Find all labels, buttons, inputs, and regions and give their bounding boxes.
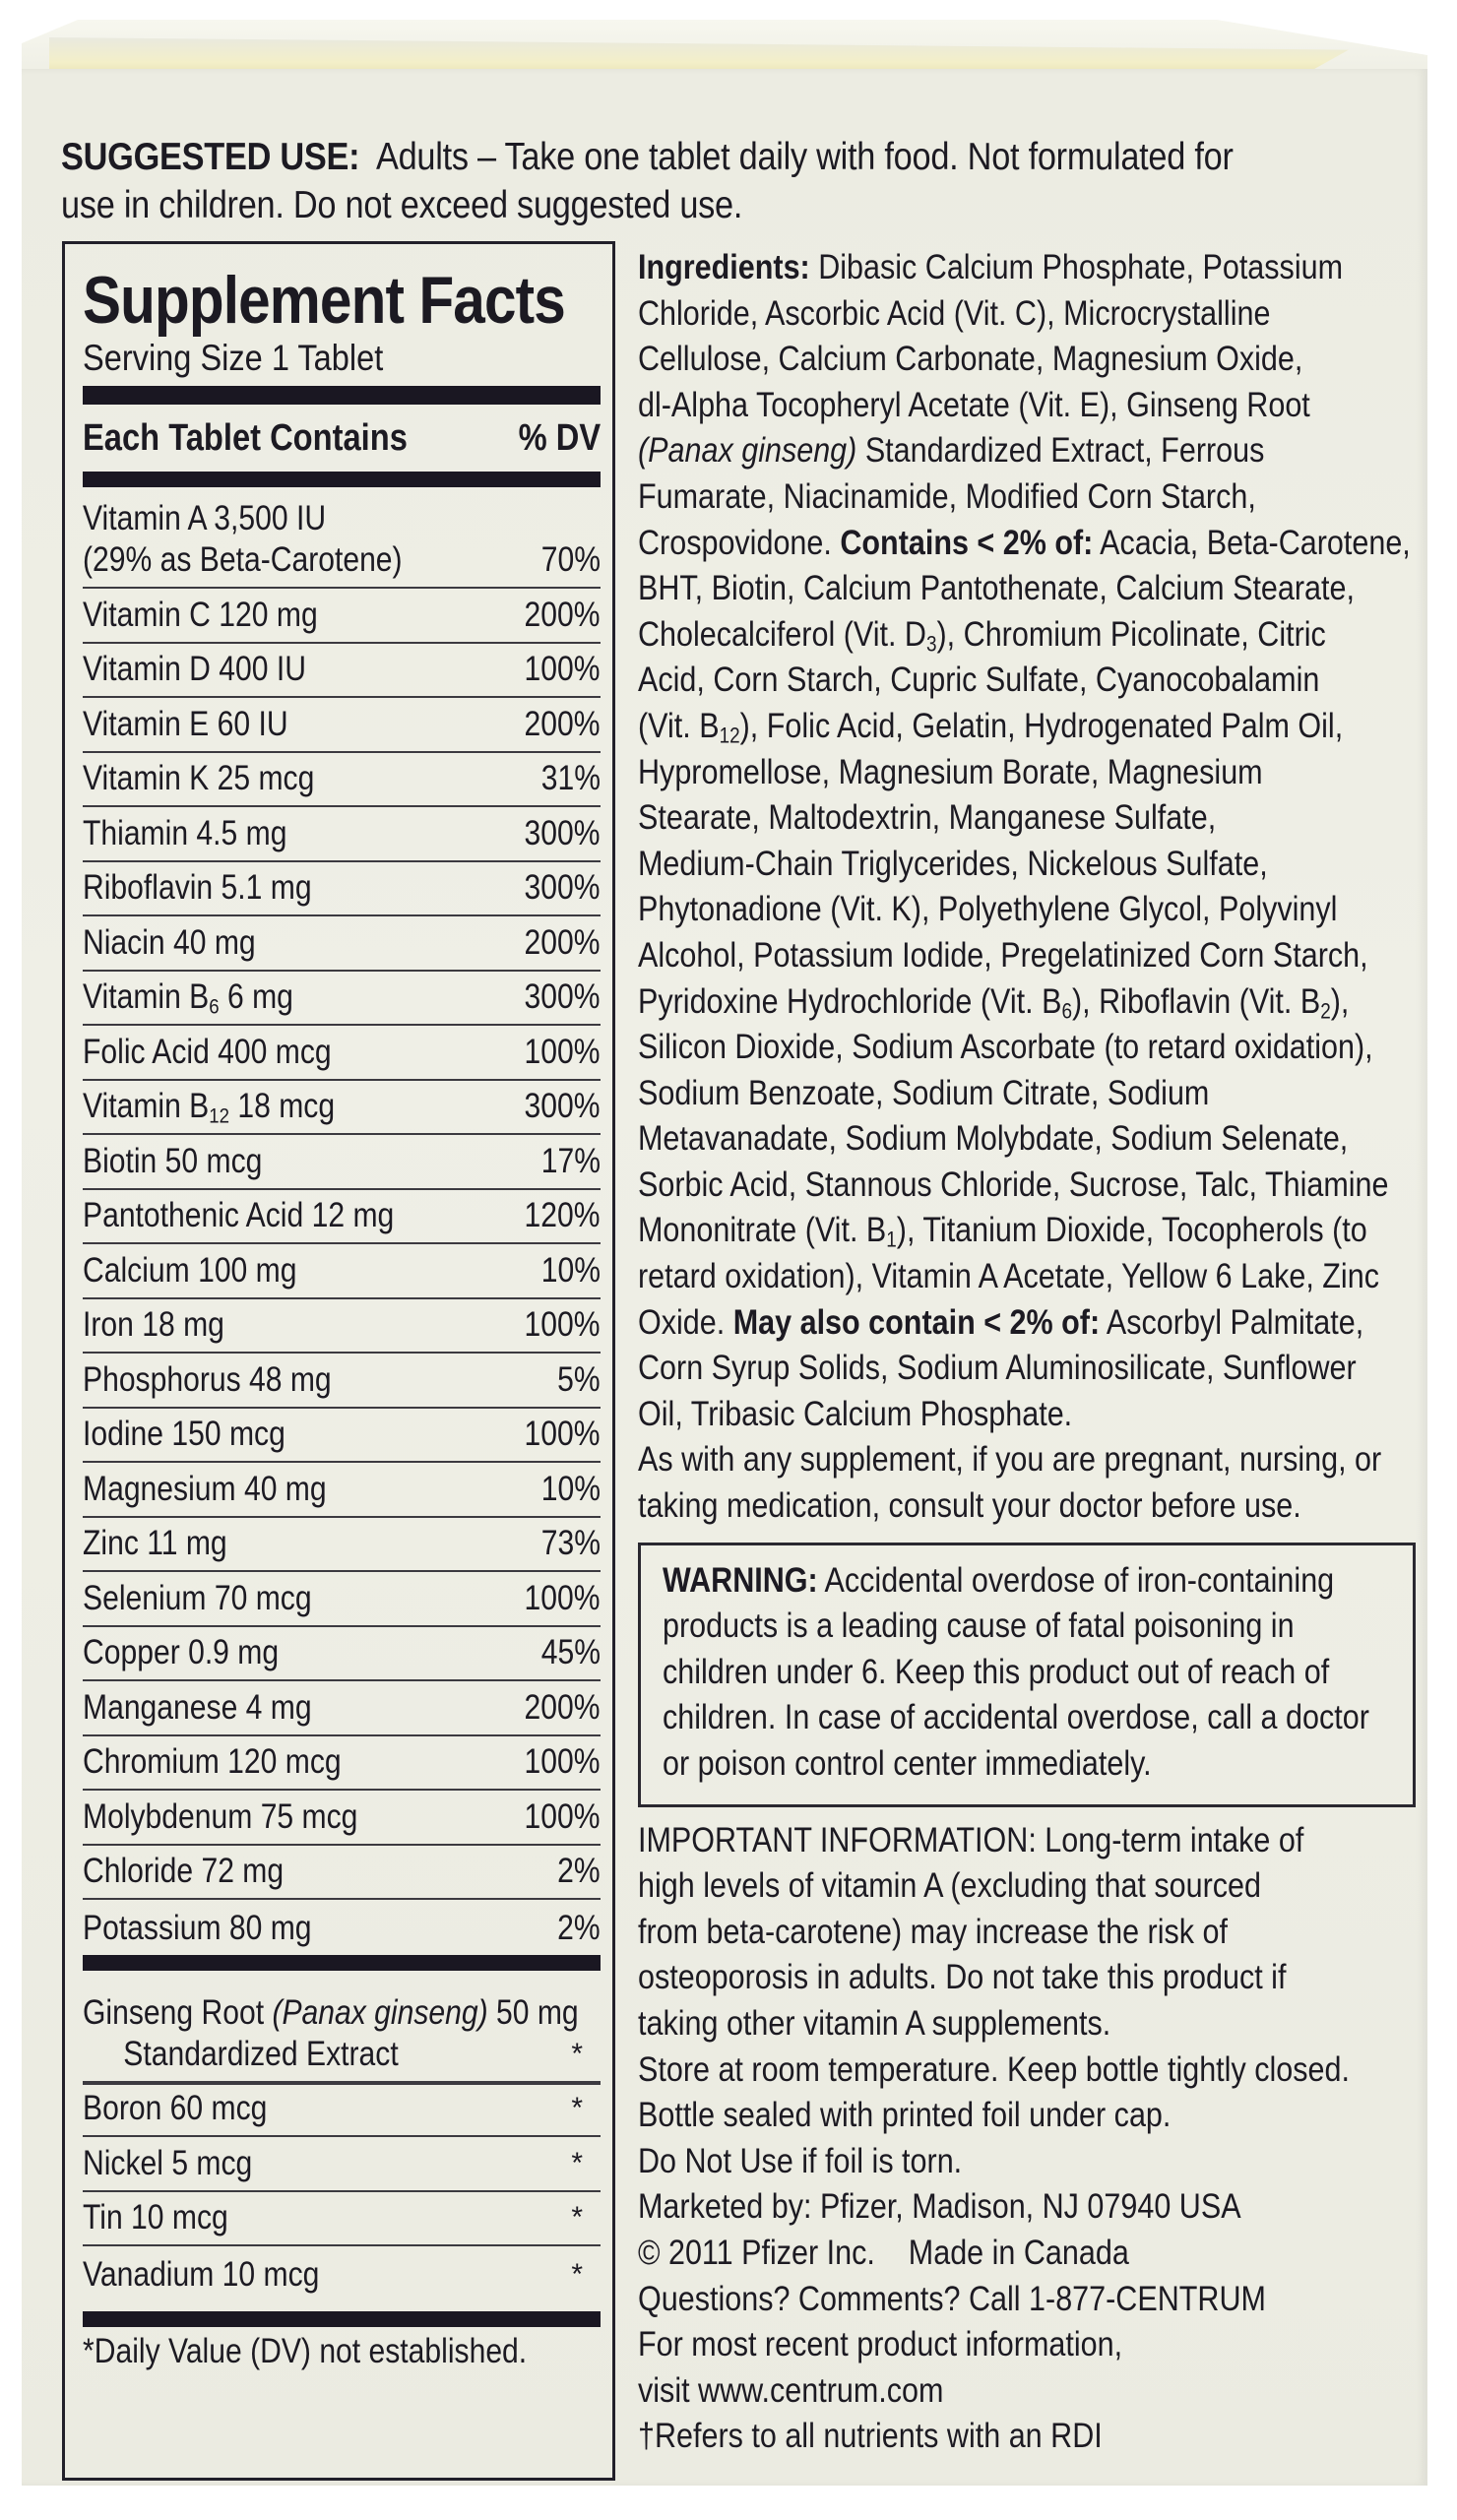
nutrient-dv: 45% [540, 1633, 601, 1671]
ingredients-line: Cholecalciferol (Vit. D [638, 613, 926, 654]
subscript: 6 [1061, 998, 1072, 1023]
nutrient-dv: 100% [525, 1742, 601, 1781]
other-ingredient-row [83, 2192, 601, 2247]
nutrient-row [83, 1081, 601, 1136]
nutrient-row [83, 1244, 601, 1299]
ingredients-line: Stearate, Maltodextrin, Manganese Sulfate, [638, 797, 1217, 838]
nutrient-dv: 31% [540, 759, 601, 797]
ingredients-line: ), Chromium Picolinate, Citric [936, 613, 1326, 654]
nutrient-name: Copper 0.9 mg [83, 1633, 280, 1671]
nutrient-name: Calcium 100 mg [83, 1250, 297, 1290]
ingredients-line: Pyridoxine Hydrochloride (Vit. B [638, 980, 1062, 1021]
warning-box [638, 1543, 1416, 1807]
nutrient-row [83, 1026, 601, 1081]
right-column [638, 244, 1416, 2459]
ingredients-line: ), [1330, 980, 1350, 1021]
nutrient-dv: 300% [525, 868, 601, 907]
nutrient-name: Molybdenum 75 mcg [83, 1796, 358, 1836]
table-header [83, 405, 601, 472]
warning-line: or poison control center immediately. [663, 1743, 1152, 1783]
ingredients-line: (Vit. B [638, 705, 720, 745]
ginseng-name: Ginseng Root [83, 1992, 265, 2032]
nutrient-row [83, 1135, 601, 1190]
nutrient-row [83, 1190, 601, 1245]
nutrient-dv: 120% [525, 1196, 601, 1234]
dv-not-established-mark: * [571, 2092, 583, 2124]
warning-line: Accidental overdose of iron-containing [817, 1559, 1335, 1600]
nutrient-name: Manganese 4 mg [83, 1687, 312, 1727]
nutrient-dv: 5% [557, 1359, 601, 1399]
nutrient-list [83, 589, 601, 1955]
contains-label: Contains < 2% of: [840, 522, 1094, 562]
nutrient-row-vitamin-a [83, 487, 601, 589]
ingredients-line: Dibasic Calcium Phosphate, Potassium [809, 247, 1344, 286]
thick-rule [83, 2311, 601, 2327]
dv-not-established-mark: * [571, 2037, 583, 2070]
nutrient-dv: 200% [525, 922, 601, 962]
ingredients-line: Mononitrate (Vit. B [638, 1210, 887, 1250]
thick-rule [83, 1955, 601, 1971]
ingredients-line: ), Titanium Dioxide, Tocopherols (to [896, 1210, 1367, 1250]
ingredients-line: BHT, Biotin, Calcium Pantothenate, Calcium Stearate, [638, 568, 1355, 608]
ingredients-line: ), Folic Acid, Gelatin, Hydrogenated Palm Oil, [739, 705, 1344, 745]
nutrient-row [83, 1463, 601, 1518]
nutrient-row [83, 1518, 601, 1573]
nutrient-dv: 10% [540, 1469, 601, 1508]
ingredients-line: Standardized Extract, Ferrous [856, 430, 1265, 471]
nutrient-dv: 300% [525, 813, 601, 852]
contact-phone: Questions? Comments? Call 1-877-CENTRUM [638, 2278, 1266, 2318]
nutrient-dv: 10% [540, 1250, 601, 1290]
ingredients-line: Oil, Tribasic Calcium Phosphate. [638, 1393, 1073, 1433]
nutrient-dv: 17% [540, 1141, 601, 1180]
nutrient-name [83, 1992, 579, 2034]
ingredients-line: Metavanadate, Sodium Molybdate, Sodium Selenate, [638, 1118, 1349, 1159]
nutrient-dv: 100% [525, 1415, 601, 1453]
dv-not-established-mark: * [571, 2201, 583, 2234]
nutrient-name: Nickel 5 mcg [83, 2143, 253, 2182]
nutrient-row [83, 1354, 601, 1409]
nutrient-name: Vitamin A 3,500 IU [83, 499, 327, 537]
pregnancy-note: taking medication, consult your doctor before use. [638, 1485, 1301, 1526]
nutrient-dv: 300% [525, 1087, 601, 1125]
ingredients-line: dl-Alpha Tocopheryl Acetate (Vit. E), Ginseng Root [638, 384, 1310, 424]
subscript: 1 [886, 1227, 897, 1252]
nutrient-name: Folic Acid 400 mcg [83, 1032, 332, 1071]
dv-not-established-mark: * [571, 2257, 583, 2291]
nutrient-name-cont: Standardized Extract [123, 2034, 399, 2073]
nutrient-name: Biotin 50 mcg [83, 1141, 263, 1180]
nutrient-row [83, 1736, 601, 1792]
nutrient-name: Iron 18 mg [83, 1305, 224, 1344]
nutrient-row [83, 1900, 601, 1955]
nutrient-row [83, 589, 601, 644]
nutrient-dv: 70% [540, 540, 601, 579]
nutrient-row [83, 916, 601, 972]
nutrient-name: Magnesium 40 mg [83, 1469, 327, 1508]
ingredients-line: Corn Syrup Solids, Sodium Aluminosilicate, Sunflower [638, 1348, 1357, 1388]
nutrient-name: Chromium 120 mcg [83, 1742, 342, 1781]
nutrient-name: Vitamin $B_6$ 6 mg [83, 977, 293, 1019]
important-info-line: from beta-carotene) may increase the risk of [638, 1911, 1228, 1951]
nutrient-row [83, 644, 601, 699]
nutrient-row [83, 862, 601, 917]
nutrient-dv: 2% [557, 1852, 601, 1890]
important-information [638, 1817, 1414, 2459]
nutrient-dv: 73% [540, 1524, 601, 1562]
pregnancy-note: As with any supplement, if you are pregnant, nursing, or [638, 1439, 1382, 1480]
nutrient-name: Vitamin K 25 mcg [83, 759, 315, 797]
suggested-use-text-1: Adults – Take one tablet daily with food. Not formulated for [375, 136, 1234, 178]
nutrient-row [83, 807, 601, 862]
nutrient-name: Vitamin $B_{12}$ 18 mcg [83, 1087, 336, 1128]
nutrient-name: Niacin 40 mg [83, 922, 256, 962]
supplement-facts-panel [62, 241, 615, 2481]
nutrient-row [83, 1409, 601, 1464]
may-contain-label: May also contain < 2% of: [732, 1301, 1101, 1342]
nutrient-row [83, 1846, 601, 1901]
nutrient-name: Iodine 150 mcg [83, 1415, 285, 1453]
ingredients-line: ), Riboflavin (Vit. B [1071, 980, 1321, 1021]
nutrient-dv: 300% [525, 977, 601, 1016]
nutrient-row [83, 1791, 601, 1846]
header-dv: % DV [518, 416, 601, 459]
nutrient-dv: 200% [525, 595, 601, 634]
ingredients-line: Fumarate, Niacinamide, Modified Corn Starch, [638, 475, 1256, 516]
nutrient-row [83, 1572, 601, 1627]
ginseng-amount: 50 mg [496, 1992, 579, 2032]
dv-footnote: *Daily Value (DV) not established. [83, 2331, 528, 2370]
subscript: 2 [1320, 998, 1331, 1023]
ingredients-line: Acid, Corn Starch, Cupric Sulfate, Cyanocobalamin [638, 660, 1320, 700]
website-link: visit www.centrum.com [638, 2369, 944, 2410]
nutrient-name: Selenium 70 mcg [83, 1578, 312, 1617]
supplement-facts-title: Supplement Facts [83, 263, 565, 338]
nutrient-dv: 100% [525, 1032, 601, 1071]
nutrient-name: Potassium 80 mg [83, 1908, 312, 1947]
ingredients-line: Medium-Chain Triglycerides, Nickelous Sulfate, [638, 843, 1268, 883]
marketed-by: Marketed by: Pfizer, Madison, NJ 07940 USA [638, 2186, 1241, 2227]
nutrient-name: Tin 10 mcg [83, 2198, 228, 2236]
thick-rule [83, 472, 601, 487]
ingredients-line: Alcohol, Potassium Iodide, Pregelatinized Corn Starch, [638, 934, 1368, 975]
thick-rule [83, 386, 601, 405]
important-info-line: osteoporosis in adults. Do not take this product if [638, 1957, 1287, 1997]
subscript: 12 [719, 723, 740, 748]
warning-label: WARNING: [663, 1559, 818, 1600]
suggested-use-label: SUGGESTED USE: [61, 136, 360, 178]
nutrient-row [83, 1627, 601, 1682]
nutrient-name: Vitamin C 120 mg [83, 595, 318, 634]
nutrient-name: Vanadium 10 mcg [83, 2254, 320, 2294]
ingredients-line: Oxide. [638, 1301, 733, 1342]
nutrient-row-ginseng [83, 1971, 601, 2083]
nutrient-row [83, 753, 601, 808]
nutrient-name: Chloride 72 mg [83, 1852, 285, 1890]
subscript: 3 [925, 631, 937, 657]
ingredients-line: Chloride, Ascorbic Acid (Vit. C), Microcrystalline [638, 292, 1271, 333]
header-each-tablet: Each Tablet Contains [83, 416, 408, 459]
storage-line: Store at room temperature. Keep bottle tightly closed. [638, 2048, 1350, 2089]
nutrient-name: Phosphorus 48 mg [83, 1359, 332, 1399]
storage-line: Do Not Use if foil is torn. [638, 2140, 963, 2180]
made-in: Made in Canada [908, 2232, 1129, 2272]
ingredients-label: Ingredients: [638, 247, 810, 286]
nutrient-name: Boron 60 mcg [83, 2089, 268, 2127]
product-info-line: For most recent product information, [638, 2324, 1123, 2364]
nutrient-dv: 100% [525, 1305, 601, 1344]
ingredients-latin: (Panax ginseng) [638, 430, 857, 471]
ingredients-line: Cellulose, Calcium Carbonate, Magnesium Oxide, [638, 339, 1303, 379]
serving-size: Serving Size 1 Tablet [83, 338, 384, 378]
ingredients-line: Ascorbyl Palmitate, [1100, 1301, 1364, 1342]
rdi-footnote: †Refers to all nutrients with an RDI [638, 2416, 1103, 2456]
dv-not-established-mark: * [571, 2146, 583, 2179]
other-ingredient-row [83, 2083, 601, 2138]
suggested-use-text-2: use in children. Do not exceed suggested use. [61, 184, 743, 226]
warning-line: children under 6. Keep this product out of reach of [663, 1651, 1330, 1691]
important-info-line: taking other vitamin A supplements. [638, 2002, 1111, 2043]
nutrient-name: Vitamin D 400 IU [83, 650, 306, 688]
copyright: © 2011 Pfizer Inc. [638, 2232, 875, 2272]
storage-line: Bottle sealed with printed foil under cap. [638, 2095, 1172, 2135]
nutrient-name: Pantothenic Acid 12 mg [83, 1196, 395, 1234]
nutrient-name-cont: (29% as Beta-Carotene) [83, 540, 403, 579]
ingredients-line: Acacia, Beta-Carotene, [1093, 522, 1411, 562]
nutrient-dv: 2% [557, 1908, 601, 1947]
ingredients-line: Hypromellose, Magnesium Borate, Magnesium [638, 751, 1263, 791]
ingredients-line: Phytonadione (Vit. K), Polyethylene Glycol, Polyvinyl [638, 889, 1338, 929]
nutrient-name: Vitamin E 60 IU [83, 704, 288, 743]
ingredients-line: Sorbic Acid, Stannous Chloride, Sucrose, Talc, Thiamine [638, 1164, 1389, 1204]
ingredients-line: Sodium Benzoate, Sodium Citrate, Sodium [638, 1072, 1210, 1112]
ingredients-line: retard oxidation), Vitamin A Acetate, Yellow 6 Lake, Zinc [638, 1256, 1379, 1296]
important-info-line: IMPORTANT INFORMATION: Long-term intake of [638, 1819, 1304, 1859]
warning-line: products is a leading cause of fatal poisoning in [663, 1606, 1295, 1646]
nutrient-dv: 100% [525, 1796, 601, 1836]
nutrient-dv: 200% [525, 704, 601, 743]
warning-line: children. In case of accidental overdose, call a doctor [663, 1697, 1369, 1737]
important-info-line: high levels of vitamin A (excluding that sourced [638, 1865, 1262, 1906]
nutrient-row [83, 698, 601, 753]
nutrient-name: Thiamin 4.5 mg [83, 813, 287, 852]
nutrient-dv: 200% [525, 1687, 601, 1727]
nutrient-row [83, 1299, 601, 1354]
suggested-use [61, 133, 1234, 229]
nutrient-dv: 100% [525, 650, 601, 688]
nutrient-row [83, 972, 601, 1027]
ginseng-latin: (Panax ginseng) [272, 1992, 488, 2032]
ingredients-block [638, 244, 1414, 1529]
other-ingredient-row [83, 2246, 601, 2301]
nutrient-dv: 100% [525, 1578, 601, 1617]
other-ingredient-row [83, 2137, 601, 2192]
nutrient-row [83, 1681, 601, 1736]
ingredients-line: Silicon Dioxide, Sodium Ascorbate (to retard oxidation), [638, 1027, 1373, 1067]
nutrient-name: Riboflavin 5.1 mg [83, 868, 312, 907]
other-ingredients-list [83, 2083, 601, 2301]
nutrient-name: Zinc 11 mg [83, 1524, 227, 1562]
ingredients-line: Crospovidone. [638, 522, 841, 562]
